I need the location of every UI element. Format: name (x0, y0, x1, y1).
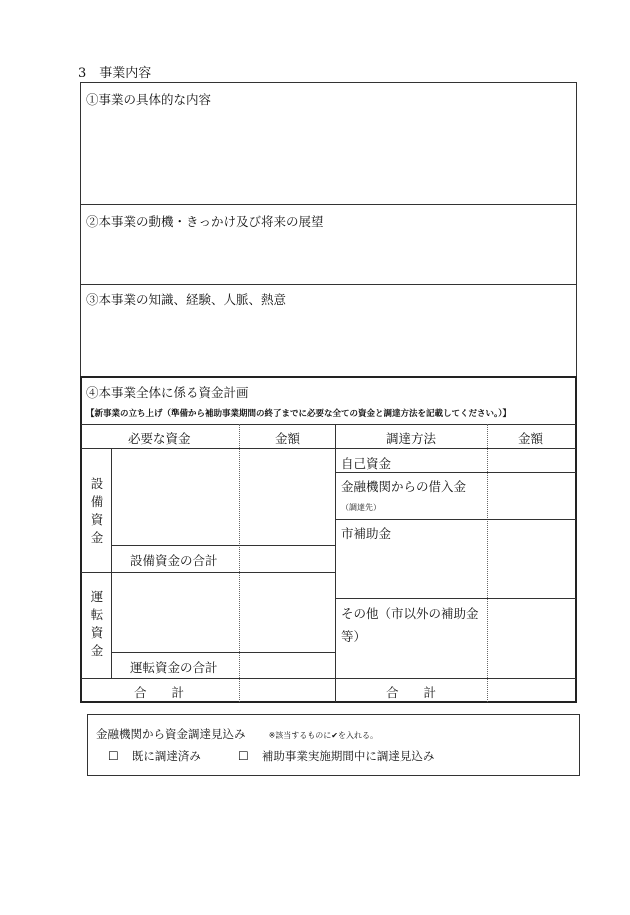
method-bank-loan-source: （調達先） (341, 503, 381, 512)
col-divider-amount-left (239, 424, 240, 702)
method-other-line2: 等） (341, 629, 367, 644)
total-right-label: 合 計 (386, 685, 437, 700)
item1-label: ①事業の具体的な内容 (86, 92, 212, 107)
item4-label: ④本事業全体に係る資金計画 (86, 385, 249, 400)
method-loan-bottom (335, 519, 576, 520)
unten-total-top (111, 652, 335, 653)
funding-plan-box (80, 376, 577, 703)
method-city-subsidy: 市補助金 (341, 526, 392, 541)
setsubi-total-top (111, 545, 335, 546)
content-box (80, 82, 577, 378)
setsubi-bottom (81, 572, 335, 573)
header-required-funds: 必要な資金 (128, 431, 191, 446)
item2-label: ②本事業の動機・きっかけ及び将来の展望 (86, 214, 324, 229)
unten-total-label: 運転資金の合計 (130, 660, 218, 675)
table-header-bottom (81, 448, 576, 449)
outlook-option-1-label: 既に調達済み (131, 749, 201, 763)
col-divider-middle (335, 424, 336, 702)
setsubi-char-4: 金 (90, 530, 104, 545)
table-header-top (81, 424, 576, 425)
totals-top (81, 678, 576, 679)
total-left-label: 合 計 (134, 685, 185, 700)
financing-outlook-title (96, 723, 378, 742)
item3-label: ③本事業の知識、経験、人脈、熱意 (86, 292, 287, 307)
outlook-option-1[interactable] (108, 745, 201, 764)
unten-char-1: 運 (90, 589, 104, 604)
method-own-bottom (335, 472, 576, 473)
outlook-note: ※該当するものに✔を入れる。 (268, 731, 378, 740)
header-method: 調達方法 (386, 431, 437, 446)
unten-char-2: 転 (90, 607, 104, 622)
unten-char-4: 金 (90, 643, 104, 658)
header-amount-left: 金額 (275, 431, 301, 446)
outlook-option-2-label: 補助事業実施期間中に調達見込み (261, 749, 435, 763)
method-other-line1: その他（市以外の補助金 (341, 606, 479, 621)
section-title: 3 事業内容 (78, 66, 152, 81)
checkbox-icon[interactable]: ☐ (108, 749, 119, 763)
header-amount-right: 金額 (518, 431, 544, 446)
method-city-bottom (335, 598, 576, 599)
method-bank-loan: 金融機関からの借入金 (341, 479, 467, 494)
method-own-funds: 自己資金 (341, 456, 392, 471)
divider-1 (80, 204, 577, 205)
divider-2 (80, 284, 577, 285)
col-divider-labels (111, 448, 112, 678)
setsubi-char-3: 資 (90, 512, 104, 527)
setsubi-char-2: 備 (90, 494, 104, 509)
item4-note: 【新事業の立ち上げ（準備から補助事業期間の終了までに必要な全ての資金と調達方法を記載してください。）】 (86, 409, 512, 419)
checkbox-icon[interactable]: ☐ (238, 749, 249, 763)
outlook-option-2[interactable] (238, 745, 434, 764)
col-divider-amount-right (487, 424, 488, 702)
unten-char-3: 資 (90, 625, 104, 640)
outlook-title-text: 金融機関から資金調達見込み (96, 727, 246, 741)
setsubi-total-label: 設備資金の合計 (130, 553, 218, 568)
setsubi-char-1: 設 (90, 476, 104, 491)
